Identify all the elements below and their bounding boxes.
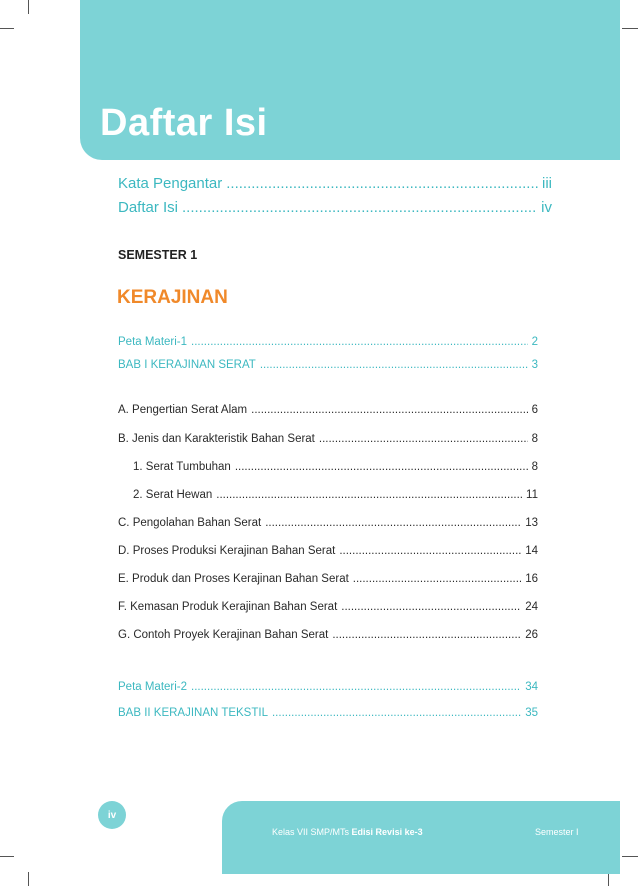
toc-entry-daftar-isi[interactable] bbox=[118, 199, 552, 216]
crop-mark bbox=[28, 872, 29, 886]
toc-label: Kata Pengantar bbox=[118, 175, 223, 192]
footer-book-info bbox=[272, 827, 423, 837]
toc-entry-kata-pengantar[interactable] bbox=[118, 175, 552, 192]
leader-dots bbox=[332, 629, 521, 641]
toc-page: iii bbox=[542, 175, 552, 192]
leader-dots bbox=[341, 601, 521, 613]
toc-label: B. Jenis dan Karakteristik Bahan Serat bbox=[118, 433, 315, 445]
toc-page: 8 bbox=[531, 433, 538, 445]
toc-label: G. Contoh Proyek Kerajinan Bahan Serat bbox=[118, 629, 329, 641]
leader-dots bbox=[339, 545, 521, 557]
toc-page: 24 bbox=[525, 601, 538, 613]
leader-dots bbox=[235, 461, 528, 473]
toc-label: Peta Materi-1 bbox=[118, 336, 188, 348]
toc-page: iv bbox=[541, 199, 552, 216]
crop-mark bbox=[28, 0, 29, 14]
toc-label: Peta Materi-2 bbox=[118, 681, 188, 693]
chapter-title: KERAJINAN bbox=[117, 287, 228, 308]
toc-label: A. Pengertian Serat Alam bbox=[118, 404, 248, 416]
toc-page: 14 bbox=[525, 545, 538, 557]
toc-page: 16 bbox=[525, 573, 538, 585]
toc-entry[interactable] bbox=[118, 681, 538, 693]
toc-label: F. Kemasan Produk Kerajinan Bahan Serat bbox=[118, 601, 338, 613]
toc-label: E. Produk dan Proses Kerajinan Bahan Serat bbox=[118, 573, 349, 585]
toc-page: 2 bbox=[531, 336, 538, 348]
toc-page: 34 bbox=[525, 681, 538, 693]
toc-entry[interactable] bbox=[118, 707, 538, 719]
footer-semester: Semester I bbox=[535, 827, 579, 837]
footer-band bbox=[222, 801, 620, 874]
toc-page: 11 bbox=[526, 489, 538, 501]
page-title: Daftar Isi bbox=[100, 102, 268, 144]
toc-page: 26 bbox=[525, 629, 538, 641]
leader-dots bbox=[260, 359, 528, 371]
leader-dots bbox=[226, 175, 538, 192]
toc-entry[interactable] bbox=[133, 489, 538, 501]
toc-entry[interactable] bbox=[133, 461, 538, 473]
footer-book-edition: Edisi Revisi ke-3 bbox=[351, 827, 423, 837]
toc-label: 2. Serat Hewan bbox=[133, 489, 213, 501]
leader-dots bbox=[216, 489, 522, 501]
crop-mark bbox=[0, 28, 14, 29]
crop-mark bbox=[622, 856, 638, 857]
toc-entry[interactable] bbox=[118, 517, 538, 529]
leader-dots bbox=[265, 517, 521, 529]
leader-dots bbox=[191, 681, 521, 693]
toc-entry[interactable] bbox=[118, 433, 538, 445]
leader-dots bbox=[353, 573, 521, 585]
toc-label: BAB II KERAJINAN TEKSTIL bbox=[118, 707, 268, 719]
semester-heading: SEMESTER 1 bbox=[118, 248, 198, 262]
footer-book-prefix: Kelas VII SMP/MTs bbox=[272, 827, 350, 837]
toc-entry[interactable] bbox=[118, 573, 538, 585]
toc-label: D. Proses Produksi Kerajinan Bahan Serat bbox=[118, 545, 336, 557]
toc-page: 8 bbox=[531, 461, 538, 473]
toc-entry[interactable] bbox=[118, 336, 538, 348]
toc-label: 1. Serat Tumbuhan bbox=[133, 461, 231, 473]
toc-page: 3 bbox=[531, 359, 538, 371]
crop-mark bbox=[608, 872, 609, 886]
toc-label: Daftar Isi bbox=[118, 199, 179, 216]
crop-mark bbox=[0, 856, 14, 857]
toc-label: C. Pengolahan Bahan Serat bbox=[118, 517, 262, 529]
page-number-badge: iv bbox=[98, 801, 126, 829]
leader-dots bbox=[319, 433, 528, 445]
leader-dots bbox=[191, 336, 528, 348]
toc-entry[interactable] bbox=[118, 629, 538, 641]
leader-dots bbox=[182, 199, 537, 216]
toc-entry[interactable] bbox=[118, 404, 538, 416]
toc-page: 13 bbox=[525, 517, 538, 529]
toc-entry[interactable] bbox=[118, 545, 538, 557]
leader-dots bbox=[272, 707, 521, 719]
toc-page: 35 bbox=[525, 707, 538, 719]
toc-entry[interactable] bbox=[118, 359, 538, 371]
crop-mark bbox=[622, 28, 638, 29]
toc-page: 6 bbox=[531, 404, 538, 416]
leader-dots bbox=[251, 404, 527, 416]
toc-label: BAB I KERAJINAN SERAT bbox=[118, 359, 256, 371]
toc-entry[interactable] bbox=[118, 601, 538, 613]
